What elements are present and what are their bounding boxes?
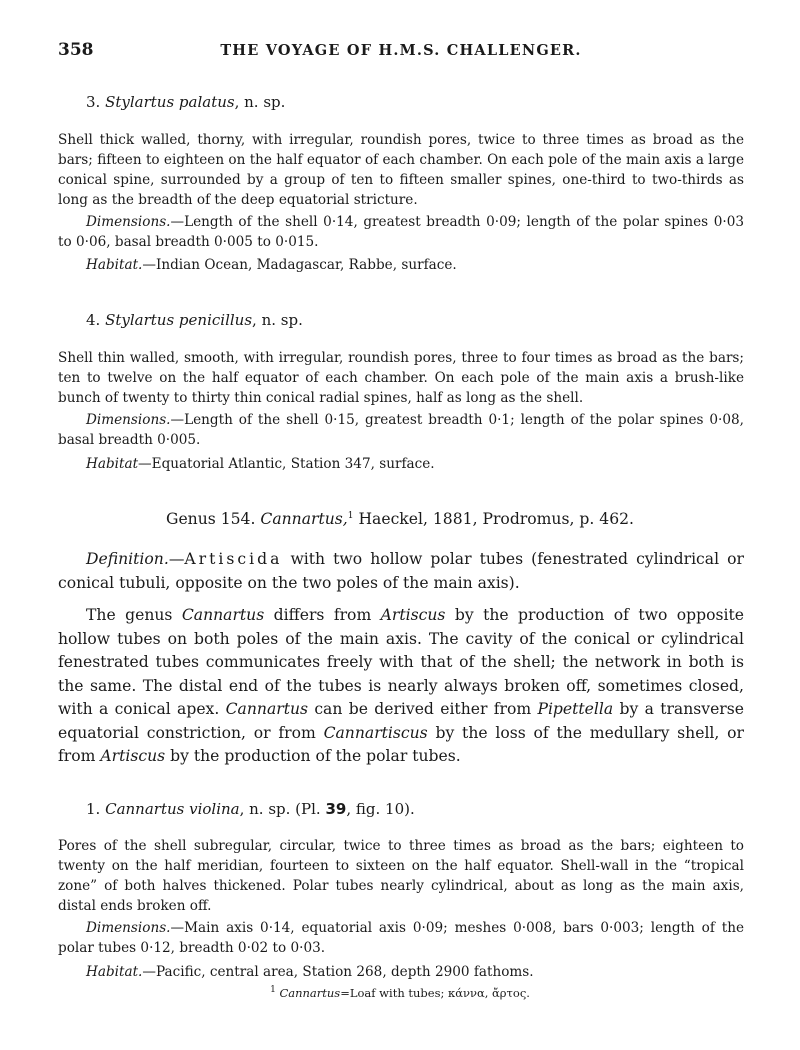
- species-4-title: 4. Stylartus penicillus, n. sp.: [86, 311, 303, 329]
- genus-discussion: The genus Cannartus differs from Artiscus by the production of two opposite hollow tubes on both poles of the main axis. The cavity of the conical or cylindrical fenestrated tubes communicates freely with that of the shell; the network in both is the same. The distal end of the tubes is nearly always broken off, sometimes closed, with a conical apex. Cannartus can be derived either from Pipettella by a transverse equatorial constriction, or from Cannartiscus by the loss of the medullary shell, or from Artiscus by the production of the polar tubes.: [58, 606, 745, 765]
- species-1-description: Pores of the shell subregular, circular, twice to three times as broad as the bars; eighteen to twenty on the half meridian, fourteen to sixteen on the half equator. Shell-wall in the “tropical zone” of both halves thickened. Polar tubes nearly cylindrical, about as long as the main axis, distal ends broken off.: [58, 838, 744, 914]
- genus-definition: Definition.—Artiscida with two hollow polar tubes (fenestrated cylindrical or conical tubuli, opposite on the two poles of the main axis).: [58, 550, 744, 592]
- page-number: 358: [58, 40, 94, 60]
- species-4-name: Stylartus penicillus: [105, 311, 253, 329]
- species-3-description: Shell thick walled, thorny, with irregular, roundish pores, twice to three times as broad as the bars; fifteen to eighteen on the half equator of each chamber. On each pole of the main axis a large conical spine, surrounded by a group of ten to fifteen smaller spines, one-third to two-thirds as long as the breadth of the deep equatorial stricture.: [58, 132, 744, 208]
- footnote: $^1$ Cannartus=Loaf with tubes; κάννα, ἄρτος.: [270, 985, 530, 1000]
- species-1-habitat: Habitat.—Pacific, central area, Station 268, depth 2900 fathoms.: [86, 964, 534, 980]
- species-1-title: 1. Cannartus violina, n. sp. (Pl. 39, fig. 10).: [86, 800, 415, 818]
- running-title: THE VOYAGE OF H.M.S. CHALLENGER.: [220, 42, 582, 59]
- species-4-description: Shell thin walled, smooth, with irregular, roundish pores, three to four times as broad as the bars; ten to twelve on the half equator of each chamber. On each pole of the main axis a brush-like bunch of twenty to thirty thin conical radial spines, half as long as the shell.: [58, 350, 744, 406]
- species-3-habitat: Habitat.—Indian Ocean, Madagascar, Rabbe, surface.: [86, 257, 457, 273]
- species-4-dimensions: Dimensions.—Length of the shell 0·15, greatest breadth 0·1; length of the polar spines 0·08, basal breadth 0·005.: [58, 412, 744, 448]
- species-1-dimensions: Dimensions.—Main axis 0·14, equatorial axis 0·09; meshes 0·008, bars 0·003; length of the polar tubes 0·12, breadth 0·02 to 0·03.: [58, 920, 744, 956]
- species-4-habitat: Habitat—Equatorial Atlantic, Station 347, surface.: [86, 456, 435, 472]
- species-3-dimensions: Dimensions.—Length of the shell 0·14, greatest breadth 0·09; length of the polar spines 0·03 to 0·06, basal breadth 0·005 to 0·015.: [58, 214, 744, 250]
- page-header: [58, 40, 744, 62]
- species-3-name: Stylartus palatus: [105, 93, 235, 111]
- plate-number: 39: [325, 800, 347, 818]
- species-3-title: 3. Stylartus palatus, n. sp.: [86, 93, 286, 111]
- species-1-name: Cannartus violina: [105, 800, 240, 818]
- genus-heading: Genus 154. Cannartus,$^1$ Haeckel, 1881, Prodromus, p. 462.: [165, 510, 635, 528]
